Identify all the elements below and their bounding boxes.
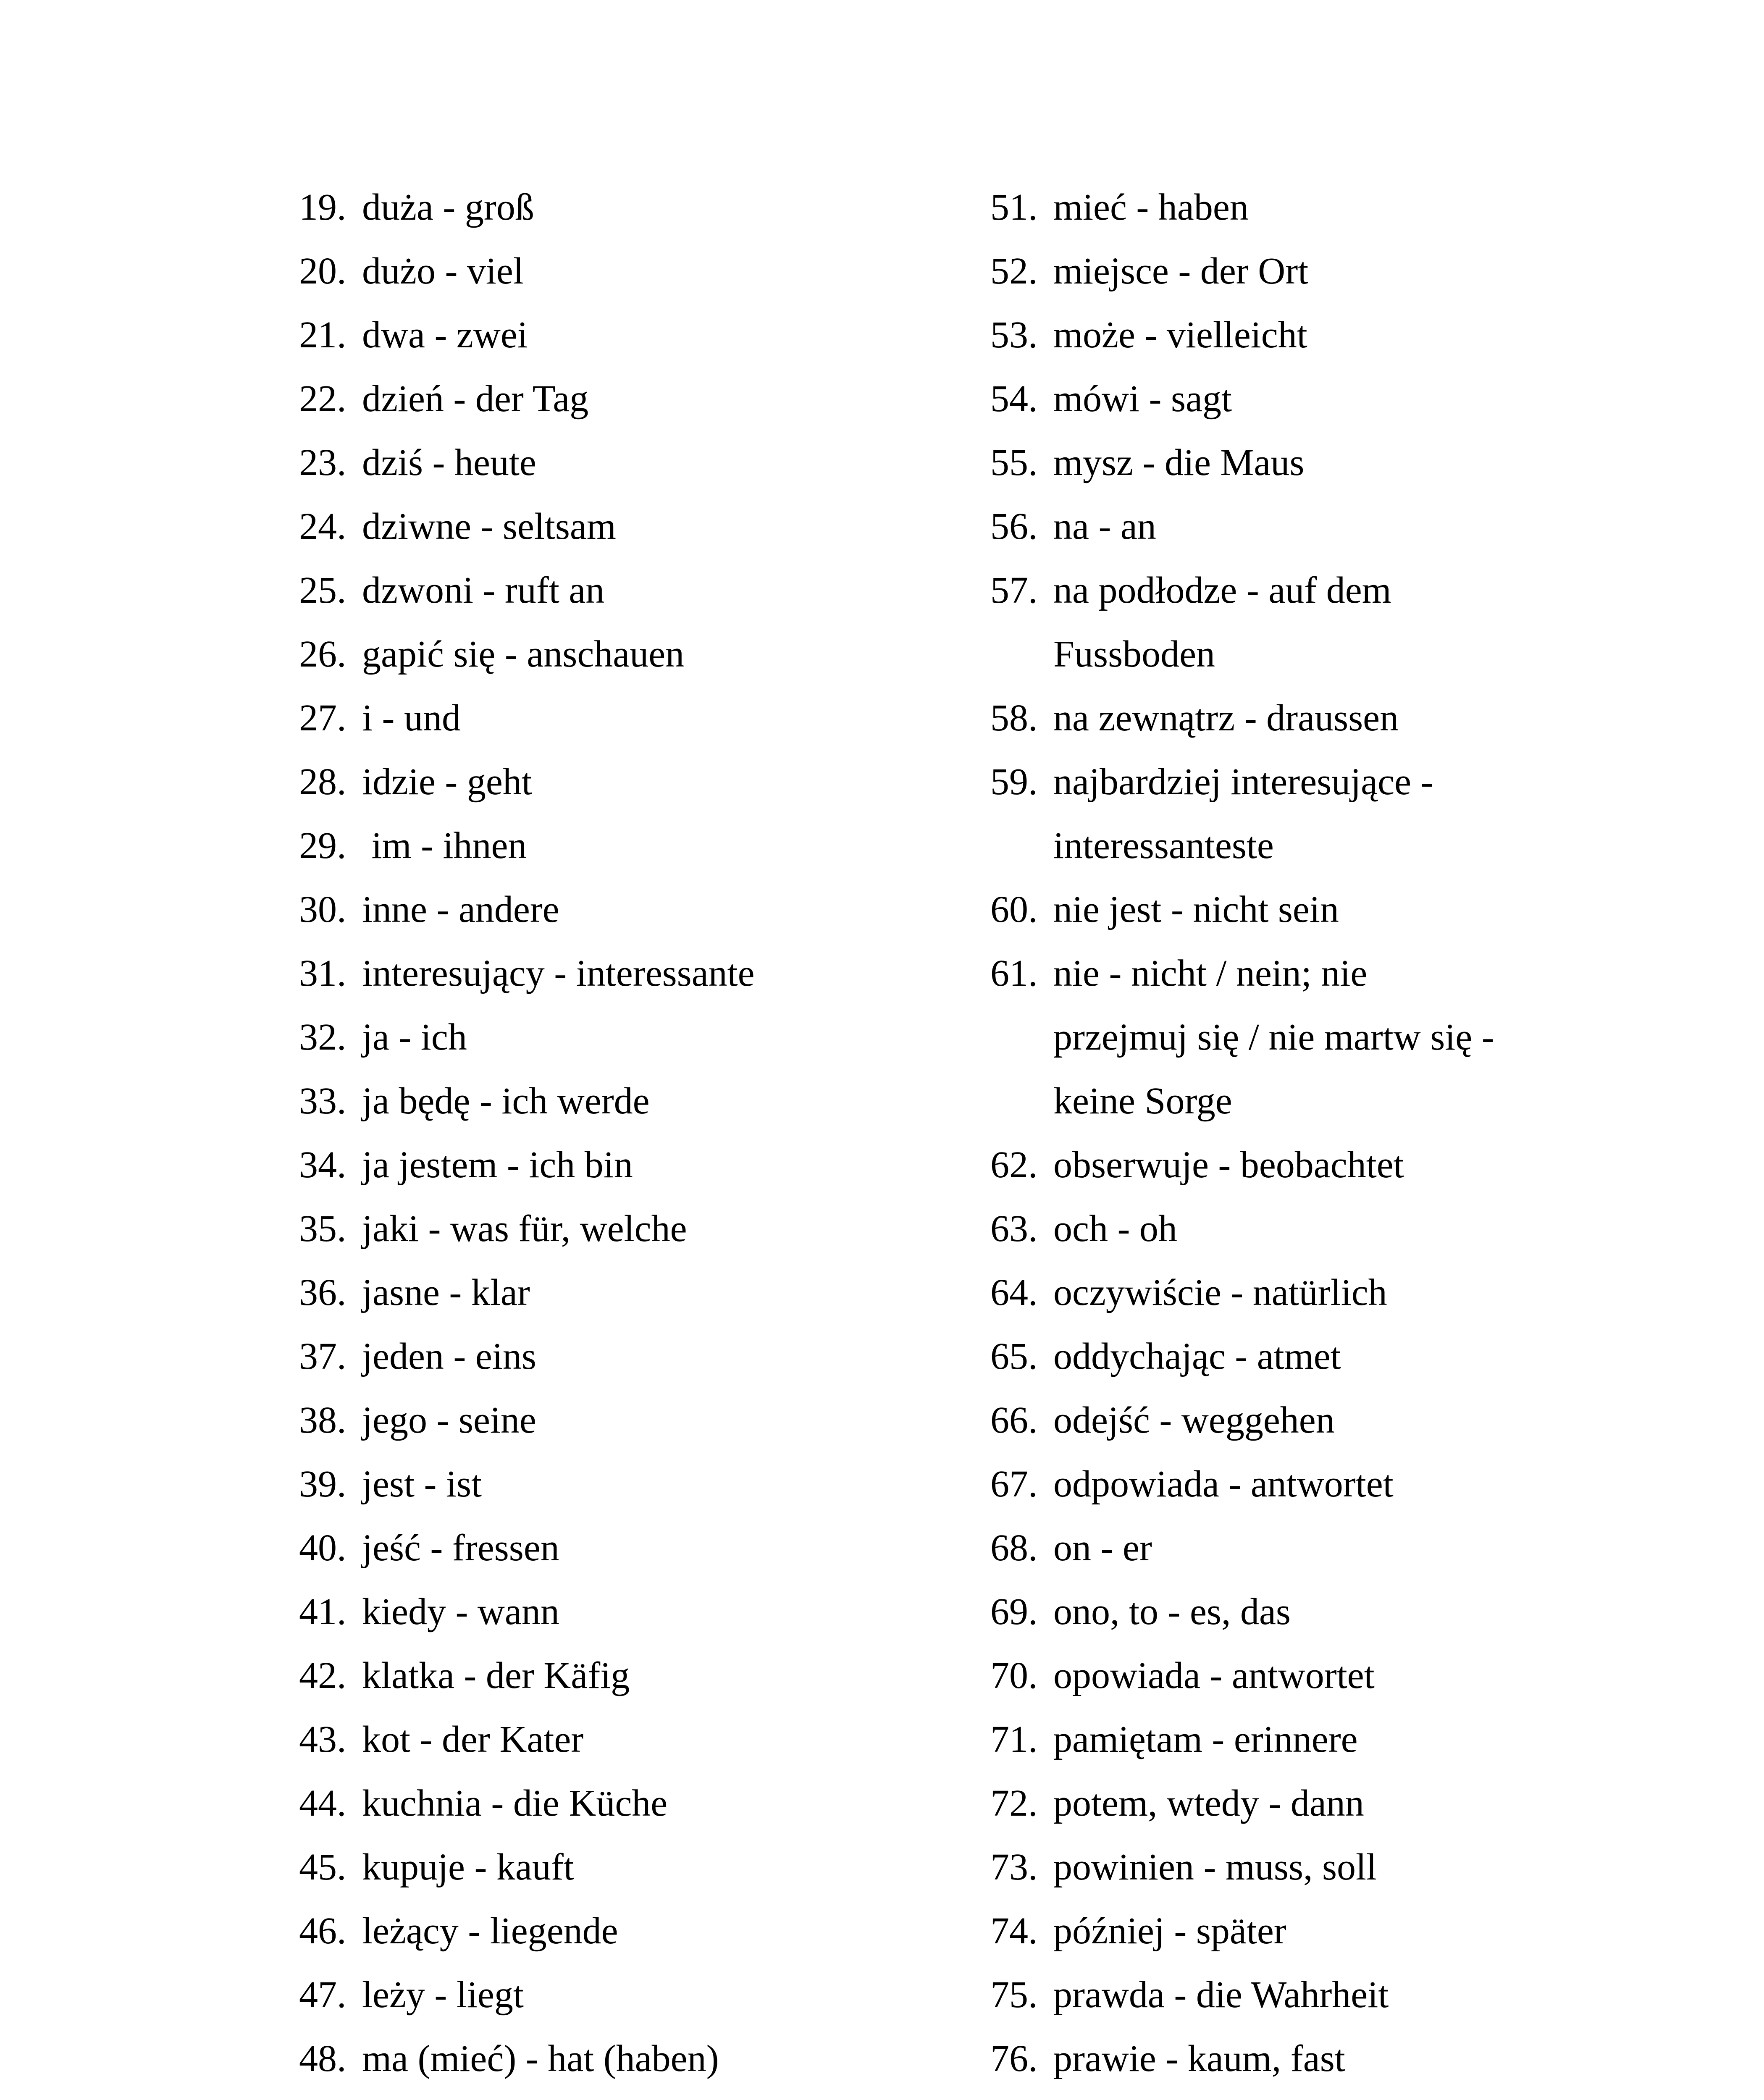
entry-number: 31. <box>299 953 346 994</box>
entry-text: gapić się - anschauen <box>362 633 685 675</box>
vocabulary-entry <box>990 1580 1641 1644</box>
entry-text: idzie - geht <box>362 761 532 803</box>
entry-text: powinien - muss, soll <box>1053 1846 1377 1888</box>
vocabulary-list-right <box>990 176 1641 2100</box>
entry-text: kiedy - wann <box>362 1591 559 1633</box>
entry-number <box>990 814 1053 878</box>
entry-number: 20. <box>299 250 346 292</box>
entry-number: 48. <box>299 2038 346 2079</box>
vocabulary-entry <box>299 1325 929 1389</box>
entry-text: odpowiada - antwortet <box>1053 1463 1394 1505</box>
entry-text: inne - andere <box>362 889 559 930</box>
entry-text: miejsce - der Ort <box>1053 250 1309 292</box>
vocabulary-entry <box>990 239 1641 303</box>
entry-number: 54. <box>990 378 1038 420</box>
vocabulary-entry <box>990 686 1641 750</box>
entry-number: 36. <box>299 1272 346 1313</box>
vocabulary-entry <box>990 2027 1641 2091</box>
entry-number: 63. <box>990 1208 1038 1250</box>
entry-number: 33. <box>299 1080 346 1122</box>
entry-text: potem, wtedy - dann <box>1053 1782 1364 1824</box>
vocabulary-entry <box>990 495 1641 559</box>
entry-number: 29. <box>299 825 346 866</box>
vocabulary-entry <box>299 1005 929 1069</box>
entry-text <box>362 2091 545 2100</box>
vocabulary-entry <box>990 1069 1641 1133</box>
entry-number: 44. <box>299 1782 346 1824</box>
vocabulary-entry <box>990 1197 1641 1261</box>
entry-text: oddychając - atmet <box>1053 1336 1341 1377</box>
vocabulary-entry <box>299 1261 929 1325</box>
entry-number: 40. <box>299 1527 346 1569</box>
entry-number: 60. <box>990 889 1038 930</box>
vocabulary-entry <box>299 367 929 431</box>
entry-number: 22. <box>299 378 346 420</box>
entry-text: on - er <box>1053 1527 1152 1569</box>
vocabulary-entry <box>299 176 929 239</box>
entry-number: 76. <box>990 2038 1038 2079</box>
entry-text: mieć - haben <box>1053 186 1249 228</box>
entry-text: prawda - die Wahrheit <box>1053 1974 1389 2016</box>
vocabulary-entry <box>990 1899 1641 1963</box>
entry-number: 61. <box>990 953 1038 994</box>
entry-number: 47. <box>299 1974 346 2016</box>
entry-text: och - oh <box>1053 1208 1177 1250</box>
entry-number: 68. <box>990 1527 1038 1569</box>
entry-text: i - und <box>362 697 461 739</box>
vocabulary-entry <box>990 622 1641 686</box>
entry-text: na - an <box>1053 506 1156 547</box>
vocabulary-entry <box>990 431 1641 495</box>
entry-text: dwa - zwei <box>362 314 528 356</box>
vocabulary-entry <box>990 303 1641 367</box>
entry-number: 23. <box>299 442 346 483</box>
vocabulary-entry <box>990 1452 1641 1516</box>
entry-number: 21. <box>299 314 346 356</box>
vocabulary-entry <box>990 750 1641 814</box>
entry-text: kuchnia - die Küche <box>362 1782 668 1824</box>
entry-text: prawie - kaum, fast <box>1053 2038 1345 2079</box>
entry-text: ja jestem - ich bin <box>362 1144 633 1186</box>
entry-number: 58. <box>990 697 1038 739</box>
vocabulary-entry <box>299 2091 929 2100</box>
vocabulary-entry <box>299 1133 929 1197</box>
entry-number: 28. <box>299 761 346 803</box>
vocabulary-entry <box>299 1197 929 1261</box>
vocabulary-entry <box>299 1644 929 1708</box>
entry-text: mysz - die Maus <box>1053 442 1305 483</box>
entry-text: dużo - viel <box>362 250 524 292</box>
entry-number: 73. <box>990 1846 1038 1888</box>
vocabulary-entry <box>299 1069 929 1133</box>
entry-text: leżący - liegende <box>362 1910 618 1952</box>
vocabulary-entry <box>299 1580 929 1644</box>
entry-text: obserwuje - beobachtet <box>1053 1144 1404 1186</box>
vocabulary-entry <box>299 686 929 750</box>
vocabulary-list-left <box>299 176 929 2100</box>
entry-number: 37. <box>299 1336 346 1377</box>
entry-number: 42. <box>299 1655 346 1696</box>
vocabulary-entry <box>299 878 929 942</box>
entry-text: ja będę - ich werde <box>362 1080 650 1122</box>
vocabulary-entry <box>299 1772 929 1835</box>
entry-text: kupuje - kauft <box>362 1846 574 1888</box>
vocabulary-entry <box>990 559 1641 622</box>
entry-text-continuation: Fussboden <box>1053 633 1215 675</box>
entry-number <box>299 2091 362 2100</box>
entry-number: 65. <box>990 1336 1038 1377</box>
entry-number: 75. <box>990 1974 1038 2016</box>
entry-text: na zewnątrz - draussen <box>1053 697 1399 739</box>
vocabulary-entry <box>990 1261 1641 1325</box>
vocabulary-entry <box>299 559 929 622</box>
entry-text: dzień - der Tag <box>362 378 589 420</box>
entry-text: kot - der Kater <box>362 1719 584 1760</box>
entry-number: 27. <box>299 697 346 739</box>
vocabulary-entry <box>299 750 929 814</box>
entry-number: 72. <box>990 1782 1038 1824</box>
vocabulary-entry <box>990 1133 1641 1197</box>
vocabulary-entry <box>990 1708 1641 1772</box>
entry-text: pamiętam - erinnere <box>1053 1719 1358 1760</box>
vocabulary-entry <box>990 1516 1641 1580</box>
vocabulary-entry <box>990 814 1641 878</box>
entry-text: ja - ich <box>362 1016 467 1058</box>
entry-text: nie - nicht / nein; nie <box>1053 953 1368 994</box>
entry-number: 57. <box>990 570 1038 611</box>
entry-text: odejść - weggehen <box>1053 1399 1335 1441</box>
entry-text: nie jest - nicht sein <box>1053 889 1339 930</box>
entry-number: 64. <box>990 1272 1038 1313</box>
vocabulary-entry <box>299 1835 929 1899</box>
vocabulary-entry <box>990 1005 1641 1069</box>
entry-number: 71. <box>990 1719 1038 1760</box>
entry-text: dziś - heute <box>362 442 536 483</box>
entry-number: 38. <box>299 1399 346 1441</box>
entry-number: 55. <box>990 442 1038 483</box>
entry-text: ono, to - es, das <box>1053 1591 1291 1633</box>
entry-number: 51. <box>990 186 1038 228</box>
entry-text: jeść - fressen <box>362 1527 559 1569</box>
entry-text: oczywiście - natürlich <box>1053 1272 1387 1313</box>
entry-number: 26. <box>299 633 346 675</box>
entry-text: może - vielleicht <box>1053 314 1307 356</box>
entry-text: opowiada - antwortet <box>1053 1655 1375 1696</box>
vocabulary-entry <box>299 239 929 303</box>
vocabulary-entry <box>299 1708 929 1772</box>
entry-text: ma (mieć) - hat (haben) <box>362 2038 719 2079</box>
vocabulary-entry <box>299 814 929 878</box>
entry-text-continuation: interessanteste <box>1053 825 1274 866</box>
entry-text: dziwne - seltsam <box>362 506 616 547</box>
entry-number: 67. <box>990 1463 1038 1505</box>
entry-number: 43. <box>299 1719 346 1760</box>
entry-number: 45. <box>299 1846 346 1888</box>
entry-text: najbardziej interesujące - <box>1053 761 1433 803</box>
entry-text-continuation: przejmuj się / nie martw się - <box>1053 1016 1494 1058</box>
entry-number: 53. <box>990 314 1038 356</box>
entry-number: 34. <box>299 1144 346 1186</box>
vocabulary-entry <box>299 942 929 1005</box>
entry-text-continuation: keine Sorge <box>1053 1080 1232 1122</box>
entry-text: klatka - der Käfig <box>362 1655 630 1696</box>
vocabulary-entry <box>299 2027 929 2091</box>
entry-text: jego - seine <box>362 1399 536 1441</box>
entry-number: 19. <box>299 186 346 228</box>
entry-number: 32. <box>299 1016 346 1058</box>
entry-number: 25. <box>299 570 346 611</box>
entry-number: 70. <box>990 1655 1038 1696</box>
vocabulary-entry <box>990 1835 1641 1899</box>
entry-number: 62. <box>990 1144 1038 1186</box>
vocabulary-entry <box>299 622 929 686</box>
vocabulary-entry <box>990 176 1641 239</box>
entry-text: interesujący - interessante <box>362 953 755 994</box>
vocabulary-entry <box>299 1452 929 1516</box>
entry-text: na podłodze - auf dem <box>1053 570 1391 611</box>
vocabulary-entry <box>990 1644 1641 1708</box>
entry-number: 59. <box>990 761 1038 803</box>
entry-number: 35. <box>299 1208 346 1250</box>
vocabulary-entry <box>990 1772 1641 1835</box>
entry-text: duża - groß <box>362 186 534 228</box>
entry-number: 24. <box>299 506 346 547</box>
vocabulary-entry <box>990 1325 1641 1389</box>
entry-number: 46. <box>299 1910 346 1952</box>
vocabulary-entry <box>299 1389 929 1452</box>
vocabulary-entry <box>299 495 929 559</box>
vocabulary-entry <box>990 1963 1641 2027</box>
entry-text: mówi - sagt <box>1053 378 1232 420</box>
entry-number <box>990 2091 1053 2100</box>
entry-text: później - später <box>1053 1910 1286 1952</box>
entry-text: dzwoni - ruft an <box>362 570 605 611</box>
entry-number: 39. <box>299 1463 346 1505</box>
entry-number <box>990 622 1053 686</box>
vocabulary-entry <box>990 878 1641 942</box>
vocabulary-entry <box>299 303 929 367</box>
entry-text: jeden - eins <box>362 1336 536 1377</box>
vocabulary-entry <box>299 1963 929 2027</box>
entry-number: 30. <box>299 889 346 930</box>
entry-text: leży - liegt <box>362 1974 524 2016</box>
entry-number: 41. <box>299 1591 346 1633</box>
vocabulary-entry <box>299 431 929 495</box>
vocabulary-entry <box>990 1389 1641 1452</box>
entry-number: 66. <box>990 1399 1038 1441</box>
entry-text: jaki - was für, welche <box>362 1208 687 1250</box>
entry-text <box>1053 2091 1219 2100</box>
vocabulary-entry <box>299 1899 929 1963</box>
entry-text: im - ihnen <box>362 825 527 866</box>
vocabulary-entry <box>990 942 1641 1005</box>
entry-text: jasne - klar <box>362 1272 530 1313</box>
vocabulary-entry <box>990 2091 1641 2100</box>
entry-number: 52. <box>990 250 1038 292</box>
entry-text: jest - ist <box>362 1463 482 1505</box>
entry-number: 56. <box>990 506 1038 547</box>
vocabulary-entry <box>299 1516 929 1580</box>
entry-number: 69. <box>990 1591 1038 1633</box>
entry-number <box>990 1069 1053 1133</box>
entry-number <box>990 1005 1053 1069</box>
entry-number: 74. <box>990 1910 1038 1952</box>
vocabulary-entry <box>990 367 1641 431</box>
